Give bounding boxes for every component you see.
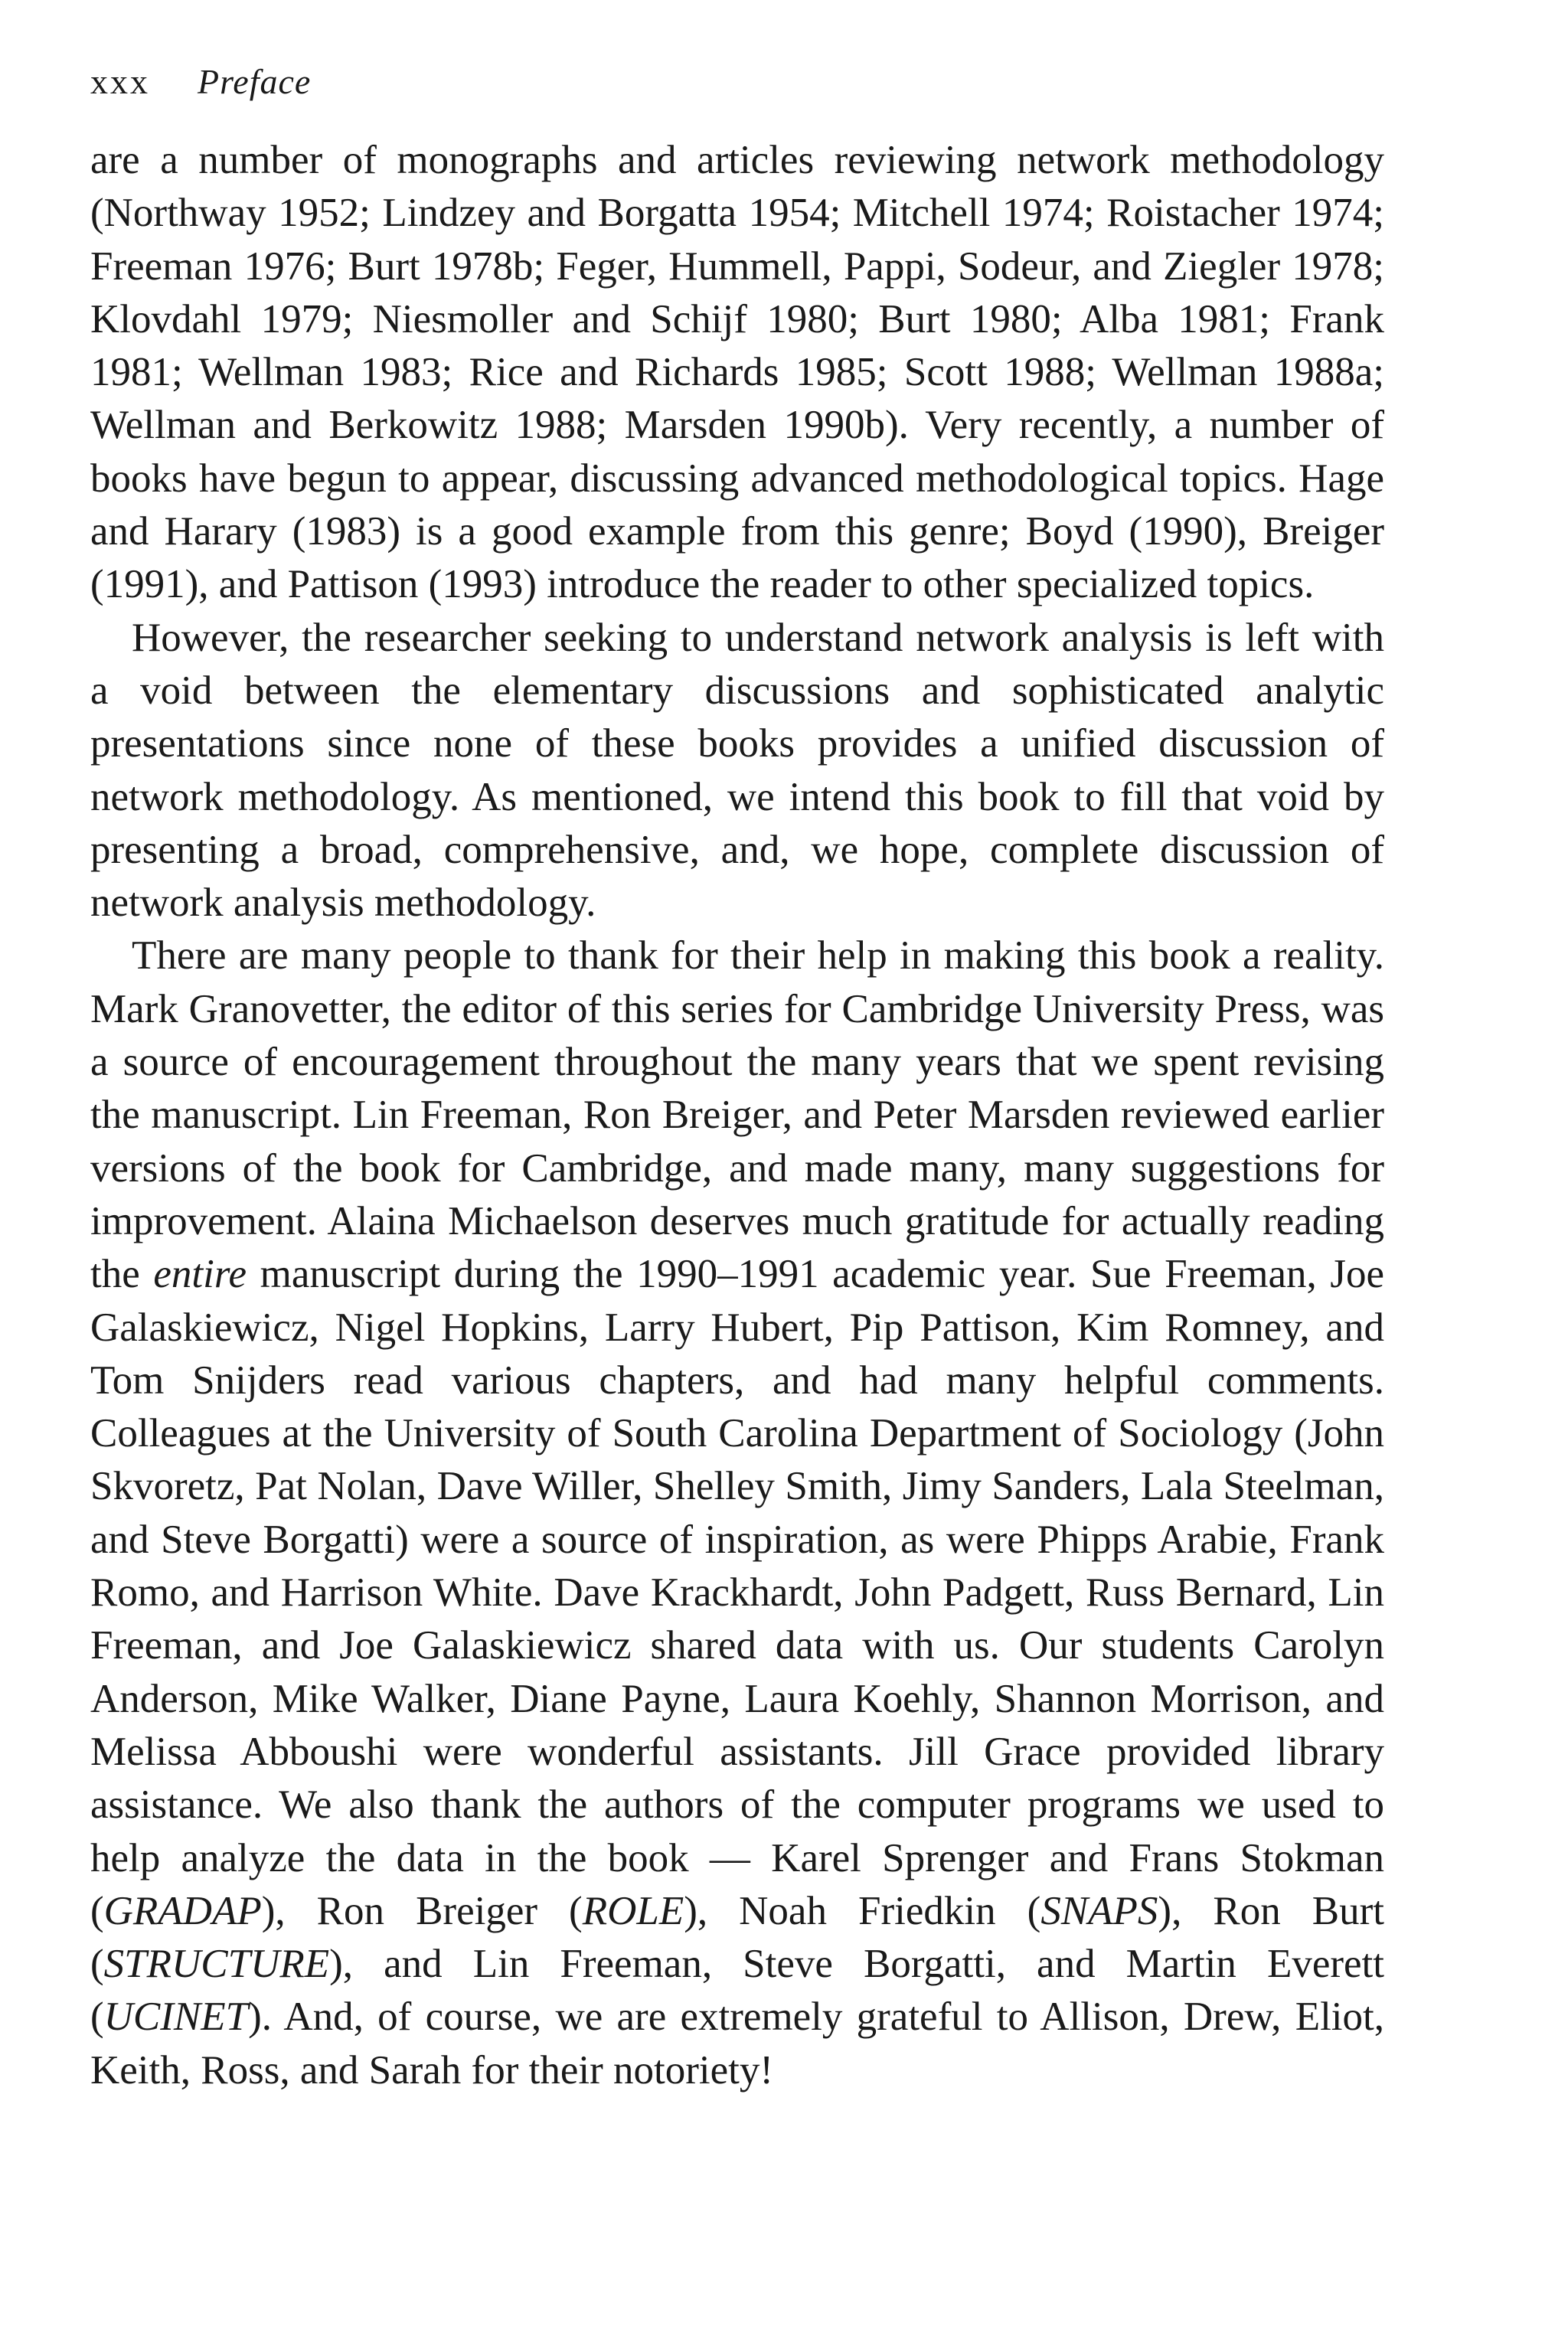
paragraph-void: However, the researcher seeking to understand network analysis is left with a void between the elementary discussions and sophisticated analytic presentations since none of these books provides a unified discussion of network methodology. As mentioned, we intend this book to fill that void by presenting a broad, comprehensive, and, we hope, complete discussion of network analysis methodology.	[90, 615, 1384, 926]
running-head	[90, 64, 311, 100]
ack-text-part: ), Noah Friedkin (	[684, 1888, 1041, 1933]
ack-emphasis: entire	[153, 1252, 247, 1297]
body-text	[90, 134, 1384, 2097]
paragraph-continued-literature: are a number of monographs and articles reviewing network methodology (Northway 1952; Lindzey and Borgatta 1954; Mitchell 1974; Roistacher 1974; Freeman 1976; Burt 1978b; Feger, Hummell, Pappi, Sodeur, and Ziegler 1978; Klovdahl 1979; Niesmoller and Schijf 1980; Burt 1980; Alba 1981; Frank 1981; Wellman 1983; Rice and Richards 1985; Scott 1988; Wellman 1988a; Wellman and Berkowitz 1988; Marsden 1990b). Very recently, a number of books have begun to appear, discussing advanced methodological topics. Hage and Harary (1983) is a good example from this genre; Boyd (1990), Breiger (1991), and Pattison (1993) introduce the reader to other specialized topics.	[90, 138, 1384, 607]
program-name: ROLE	[582, 1888, 684, 1933]
ack-text-part: manuscript during the 1990–1991 academic year. Sue Freeman, Joe Galaskiewicz, Nigel Hopkins, Larry Hubert, Pip Pattison, Kim Romney, and Tom Snijders read various chapters, and had many helpful comments. Colleagues at the University of South Carolina Department of Sociology (John Skvoretz, Pat Nolan, Dave Willer, Shelley Smith, Jimy Sanders, Lala Steelman, and Steve Borgatti) were a source of inspiration, as were Phipps Arabie, Frank Romo, and Harrison White. Dave Krackhardt, John Padgett, Russ Bernard, Lin Freeman, and Joe Galaskiewicz shared data with us. Our students Carolyn Anderson, Mike Walker, Diane Payne, Laura Koehly, Shannon Morrison, and Melissa Abboushi were wonderful assistants. Jill Grace provided library assistance. We also thank the authors of the computer programs we used to help analyze the data in the book — Karel Sprenger and Frans Stokman (	[90, 1252, 1384, 1933]
page-number: xxx	[90, 62, 150, 101]
ack-text-part: ), Ron Burt (	[90, 1888, 1384, 1987]
section-title: Preface	[198, 62, 312, 101]
ack-text-part: ), Ron Breiger (	[261, 1888, 583, 1933]
program-name: STRUCTURE	[103, 1942, 330, 1987]
ack-text-part: ), and Lin Freeman, Steve Borgatti, and Martin Everett (	[90, 1942, 1384, 2040]
ack-text-part: There are many people to thank for their help in making this book a reality. Mark Granovetter, the editor of this series for Cambridge University Press, was a source of encouragement throughout the many years that we spent revising the manuscript. Lin Freeman, Ron Breiger, and Peter Marsden reviewed earlier versions of the book for Cambridge, and made many, many suggestions for improvement. Alaina Michaelson deserves much gratitude for actually reading the	[90, 933, 1384, 1297]
program-name: GRADAP	[103, 1888, 262, 1933]
ack-text-part: ). And, of course, we are extremely grateful to Allison, Drew, Eliot, Keith, Ross, and Sarah for their notoriety!	[90, 1995, 1384, 2093]
paragraph-acknowledgments	[90, 929, 1384, 2097]
program-name: SNAPS	[1040, 1888, 1158, 1933]
program-name: UCINET	[103, 1995, 249, 2040]
